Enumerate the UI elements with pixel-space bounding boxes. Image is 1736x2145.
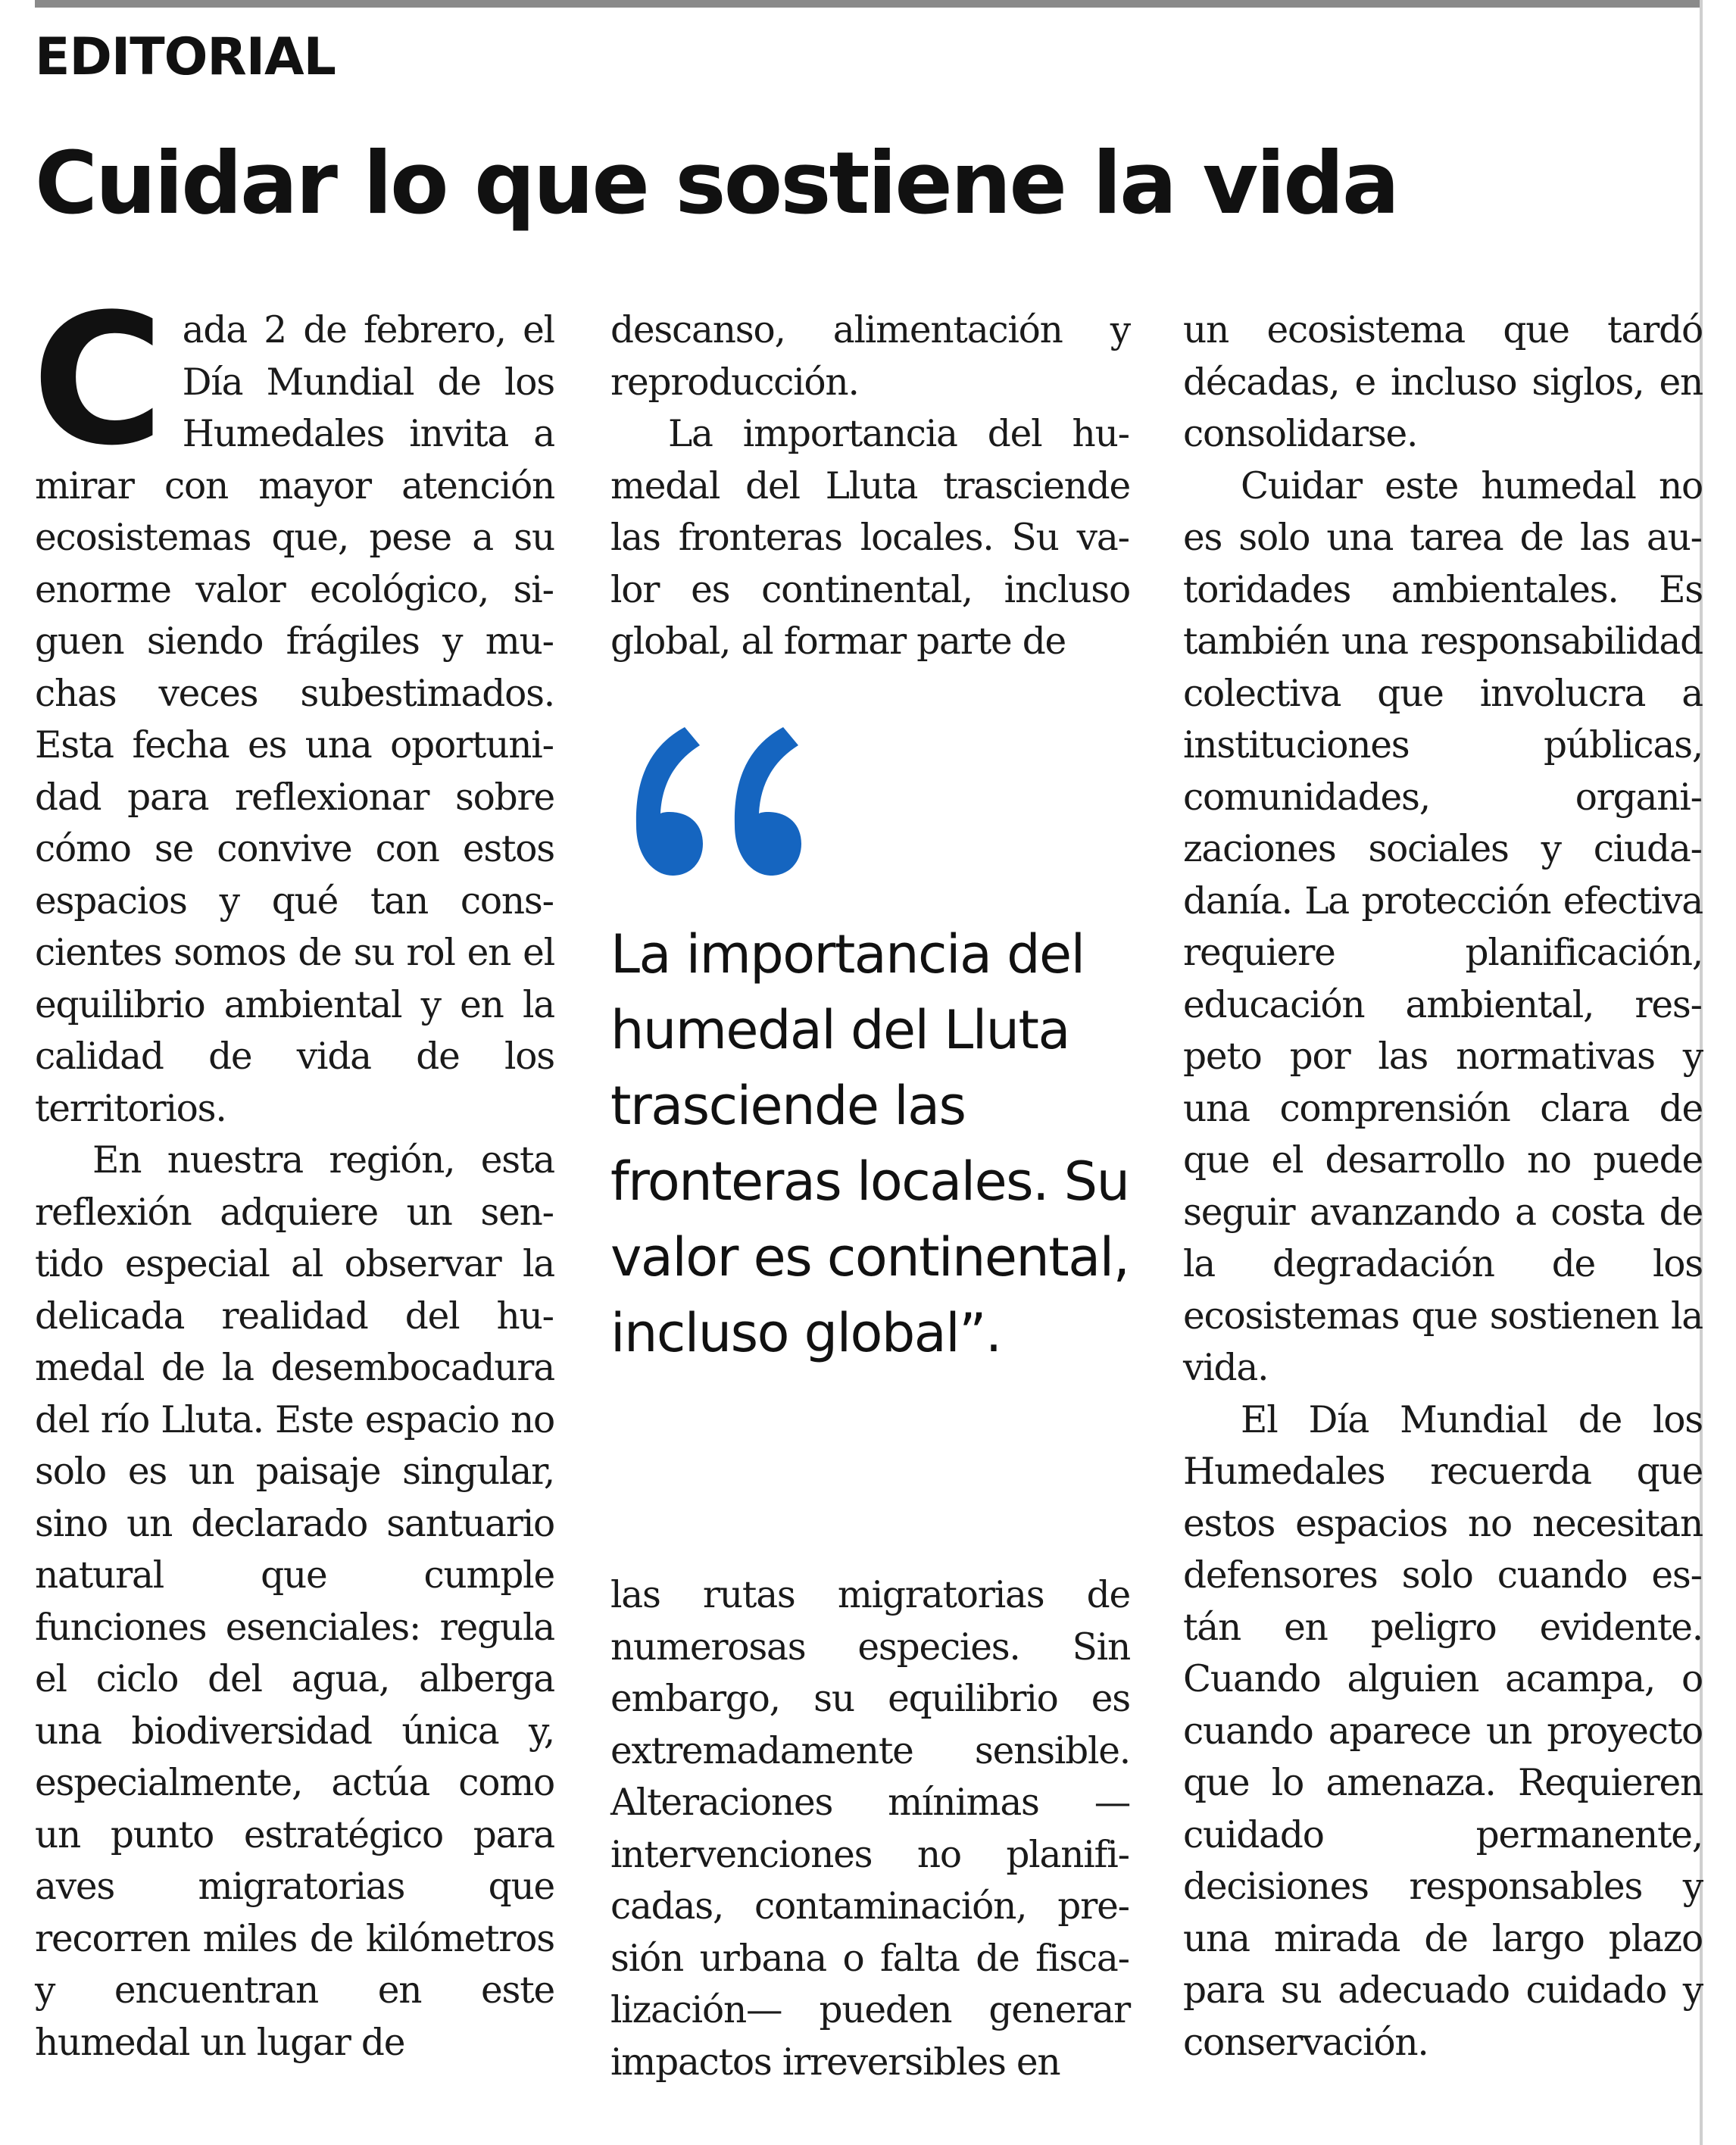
paragraph: En nuestra región, esta reflexión adquiere un sentido especial al observar la delicada realidad del humedal de la desembocadura del río Lluta. Este espacio no solo es un paisaje singular, sino un declarado santuario natural que cumple funciones esenciales: regula el ciclo del agua, alberga una biodiversidad única y, especialmente, actúa como un punto estratégico para aves migratorias que recorren miles de kilómetros y encuentran en este humedal un lugar de xyxy=(35,1139,554,2064)
article-column-2-top xyxy=(610,304,1130,668)
paragraph: La importancia del humedal del Lluta trasciende las fronteras locales. Su valor es continental, incluso global, al formar parte de xyxy=(610,413,1130,663)
paragraph: un ecosistema que tardó décadas, e incluso siglos, en consolidarse. xyxy=(1183,309,1703,455)
paragraph: las rutas migratorias de numerosas especies. Sin embargo, su equilibrio es extremadamente sensible. Alteraciones mínimas — intervenciones no planificadas, contaminación, presión urbana o falta de fiscalización— pueden generar impactos irreversibles en xyxy=(610,1574,1130,2084)
paragraph: descanso, alimentación y reproducción. xyxy=(610,309,1130,404)
quote-glyph xyxy=(636,727,801,876)
paragraph: Cuidar este humedal no es solo una tarea de las autoridades ambientales. Es también una responsabilidad colectiva que involucra a instituciones públicas, comunidades, organizaciones sociales y ciudadanía. La protección efectiva requiere planificación, educación ambiental, respeto por las normativas y una comprensión clara de que el desarrollo no puede seguir avanzando a costa de la degradación de los ecosistemas que sostienen la vida. xyxy=(1183,464,1703,1389)
drop-cap: C xyxy=(32,276,164,486)
pull-quote: La importancia del humedal del Lluta trasciende las fronteras locales. Su valor es continental, incluso global”. xyxy=(610,923,1129,1364)
section-label: EDITORIAL xyxy=(35,27,336,87)
article-column-1 xyxy=(32,276,554,2069)
article-column-3 xyxy=(1183,304,1703,2069)
article-column-2-bottom xyxy=(610,1569,1130,2088)
quote-icon xyxy=(615,718,804,900)
headline: Cuidar lo que sostiene la vida xyxy=(35,133,1398,233)
paragraph: El Día Mundial de los Humedales recuerda que estos espacios no necesitan defensores solo cuando están en peligro evidente. Cuando alguien acampa, o cuando aparece un proyecto que lo amenaza. Requieren cuidado permanente, decisiones responsables y una mirada de largo plazo para su adecuado cuidado y conservación. xyxy=(1183,1398,1703,2064)
paragraph xyxy=(32,276,554,1135)
paragraph-text: ada 2 de febrero, el Día Mundial de los Humedales invita a mirar con mayor atención ecosistemas que, pese a su enorme valor ecológico, siguen siendo frágiles y muchas veces subestimados. Esta fecha es una oportunidad para reflexionar sobre cómo se convive con estos espacios y qué tan conscientes somos de su rol en el equilibrio ambiental y en la calidad de vida de los territorios. xyxy=(35,309,554,1130)
top-rule xyxy=(35,0,1701,8)
